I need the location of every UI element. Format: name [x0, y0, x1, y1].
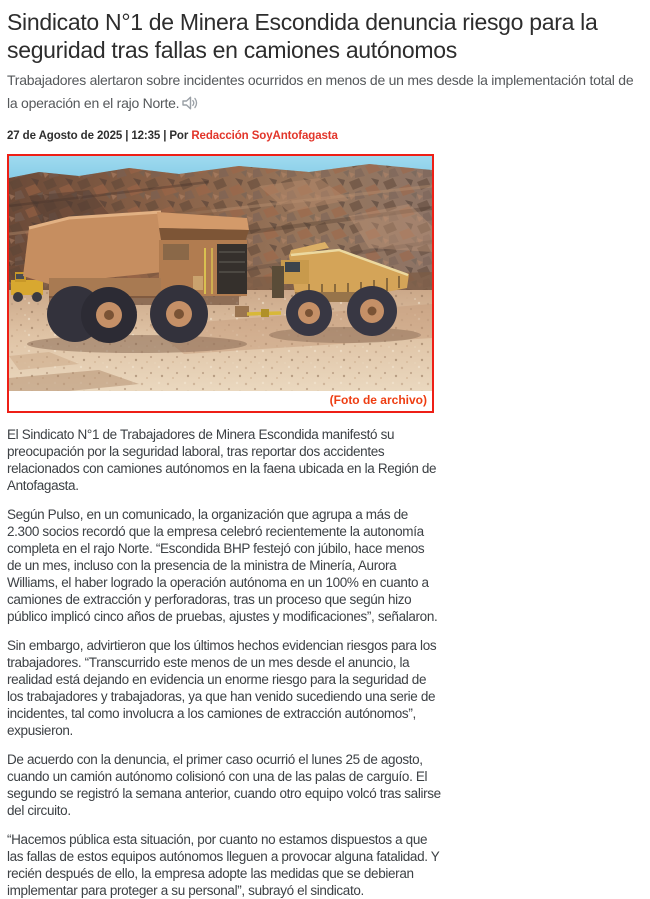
paragraph: El Sindicato N°1 de Trabajadores de Minera Escondida manifestó su preocupación por la seguridad laboral, tras reportar dos accidentes relacionados con camiones autónomos en la faena ubicada en la Región de Antofagasta.	[7, 427, 437, 493]
photo-caption: (Foto de archivo)	[9, 391, 432, 411]
por-label: Por	[169, 130, 189, 142]
article-photo-frame	[7, 154, 434, 413]
paragraph: Según Pulso, en un comunicado, la organización que agrupa a más de 2.300 socios recordó que la empresa celebró recientemente la autonomía completa en el rajo Norte. “Escondida BHP festejó con júbilo, hace menos de un mes, incluso con la presencia de la ministra de Minería, Aurora Williams, el haber logrado la operación autónoma en un 100% en cuanto a camiones de extracción y perforadoras, tras un proceso que según hizo público implicó cinco años de pruebas, ajustes y modificaciones”, señalaron.	[7, 507, 438, 624]
paragraph: “Hacemos pública esta situación, por cuanto no estamos dispuestos a que las fallas de estos equipos autónomos lleguen a provocar alguna fatalidad. Y recién después de ello, la empresa adopte las medidas que se debieran implementar para proteger a su personal”, subrayó el sindicato.	[7, 832, 440, 898]
subtitle-text: Trabajadores alertaron sobre incidentes ocurridos en menos de un mes desde la implementación total de la operación en el rajo Norte.	[7, 72, 634, 111]
speaker-icon[interactable]	[182, 94, 199, 117]
paragraph: De acuerdo con la denuncia, el primer caso ocurrió el lunes 25 de agosto, cuando un camión autónomo colisionó con una de las palas de carguío. El segundo se registró la semana anterior, cuando otro equipo volcó tras salirse del circuito.	[7, 752, 441, 818]
publish-date: 27 de Agosto de 2025	[7, 130, 123, 142]
byline-separator: |	[125, 130, 129, 142]
paragraph: Sin embargo, advirtieron que los últimos hechos evidencian riesgos para los trabajadores. “Transcurrido este menos de un mes desde el anuncio, la realidad está dejando en evidencia un enorme riesgo para la seguridad de los trabajadores y trabajadoras, ya que han venido sucediendo una serie de incidentes, tal como involucra a los camiones de extracción autónomos”, expusieron.	[7, 638, 437, 738]
mining-trucks-photo	[9, 156, 432, 391]
byline-separator: |	[163, 130, 167, 142]
page-title: Sindicato N°1 de Minera Escondida denuncia riesgo para la seguridad tras fallas en camiones autónomos	[7, 9, 598, 63]
article-subtitle	[7, 69, 643, 117]
article-body	[7, 426, 441, 899]
byline	[7, 130, 643, 142]
publish-time: 12:35	[131, 130, 161, 142]
author-link[interactable]: Redacción SoyAntofagasta	[191, 130, 338, 142]
